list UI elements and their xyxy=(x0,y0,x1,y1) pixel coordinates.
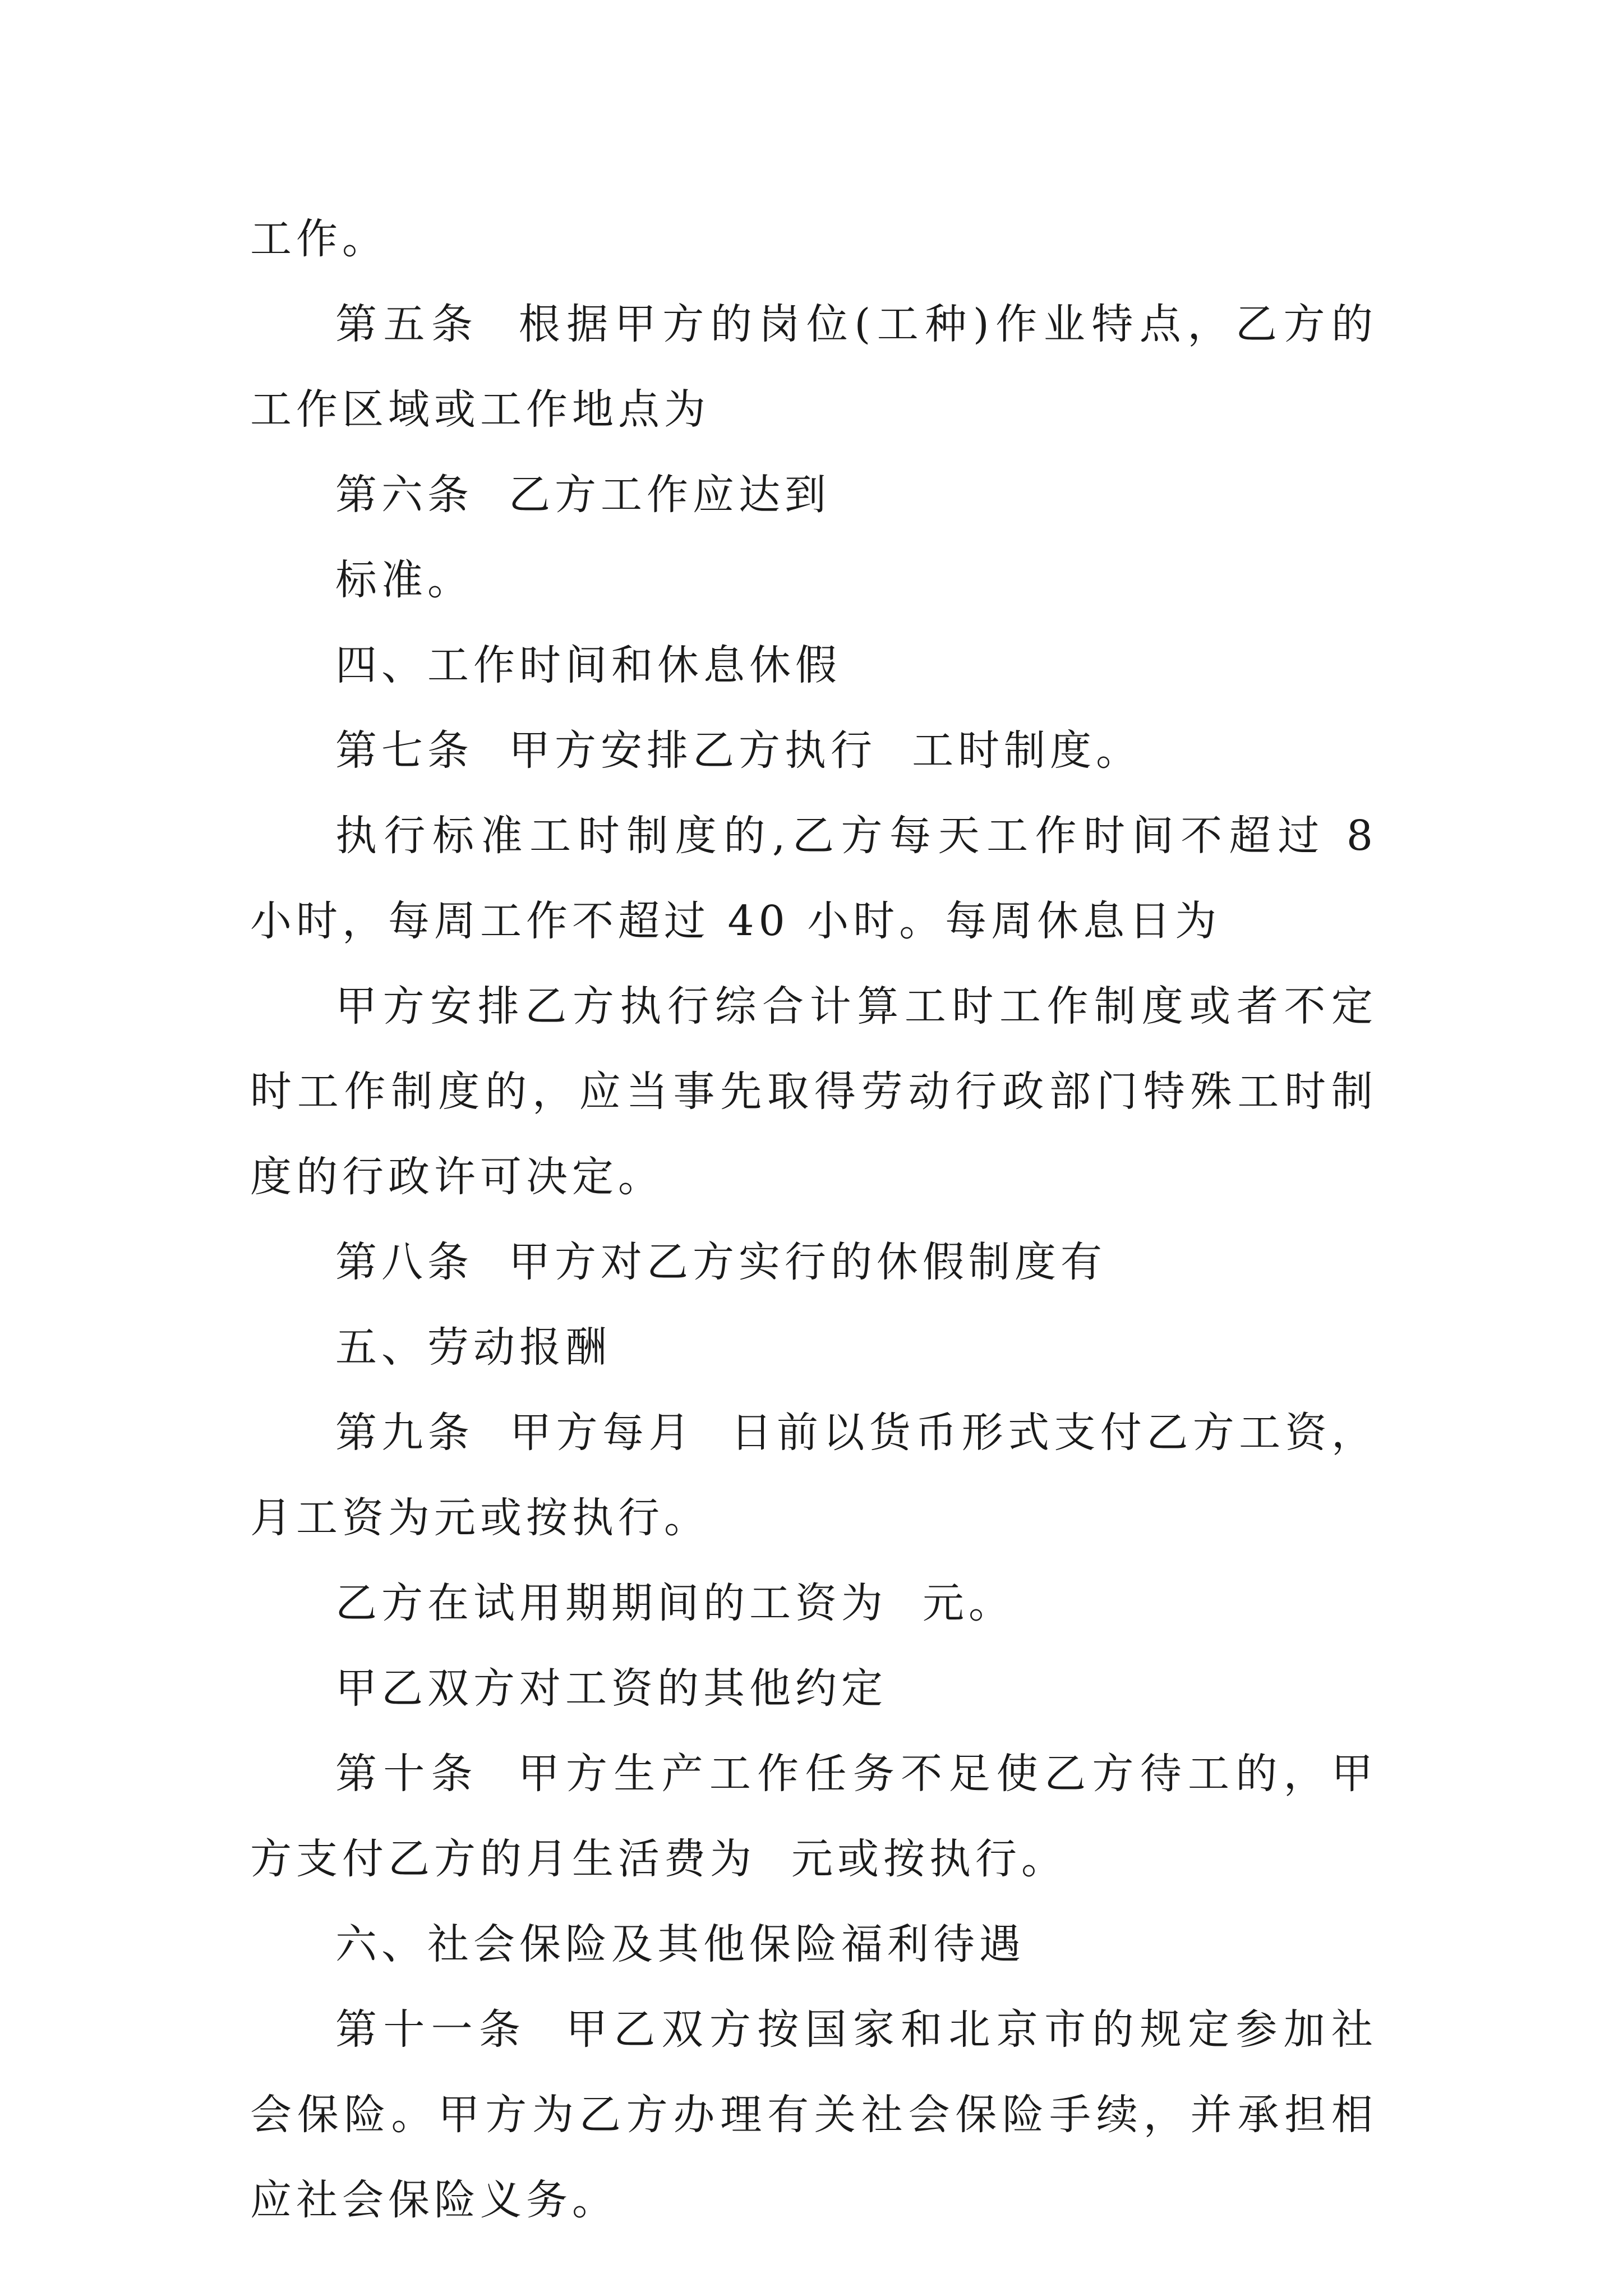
paragraph-article-7: 第七条 甲方安排乙方执行 工时制度。 xyxy=(335,726,1142,775)
section-heading-5: 五、劳动报酬 xyxy=(335,1323,611,1372)
paragraph-article-8: 第八条 甲方对乙方实行的休假制度有 xyxy=(335,1238,1107,1286)
paragraph-article-6: 第六条 乙方工作应达到 xyxy=(335,471,831,519)
paragraph-article-11: 第十一条 甲乙双方按国家和北京市的规定参加社会保险。甲方为乙方办理有关社会保险手续，并承担相应社会保险义务。 xyxy=(250,2005,1377,2224)
section-heading-6: 六、社会保险及其他保险福利待遇 xyxy=(335,1920,1025,1968)
paragraph-article-5: 第五条 根据甲方的岗位(工种)作业特点，乙方的工作区域或工作地点为 xyxy=(250,300,1377,434)
document-body xyxy=(250,196,1395,2243)
section-heading-4: 四、工作时间和休息休假 xyxy=(335,641,841,689)
paragraph-standard: 标准。 xyxy=(335,556,473,604)
paragraph-standard-hours: 执行标准工时制度的,乙方每天工作时间不超过 8 小时，每周工作不超过 40 小时。每周休息日为 xyxy=(250,812,1395,945)
paragraph-special-hours: 甲方安排乙方执行综合计算工时工作制度或者不定时工作制度的，应当事先取得劳动行政部门特殊工时制度的行政许可决定。 xyxy=(250,982,1377,1201)
paragraph-continuation: 工作。 xyxy=(250,215,388,263)
paragraph-probation-wage: 乙方在试用期期间的工资为 元。 xyxy=(335,1579,1015,1627)
paragraph-other-wage-terms: 甲乙双方对工资的其他约定 xyxy=(335,1664,887,1713)
paragraph-article-9: 第九条 甲方每月 日前以货币形式支付乙方工资，月工资为元或按执行。 xyxy=(250,1409,1377,1542)
paragraph-article-10: 第十条 甲方生产工作任务不足使乙方待工的，甲方支付乙方的月生活费为 元或按执行。 xyxy=(250,1750,1377,1883)
